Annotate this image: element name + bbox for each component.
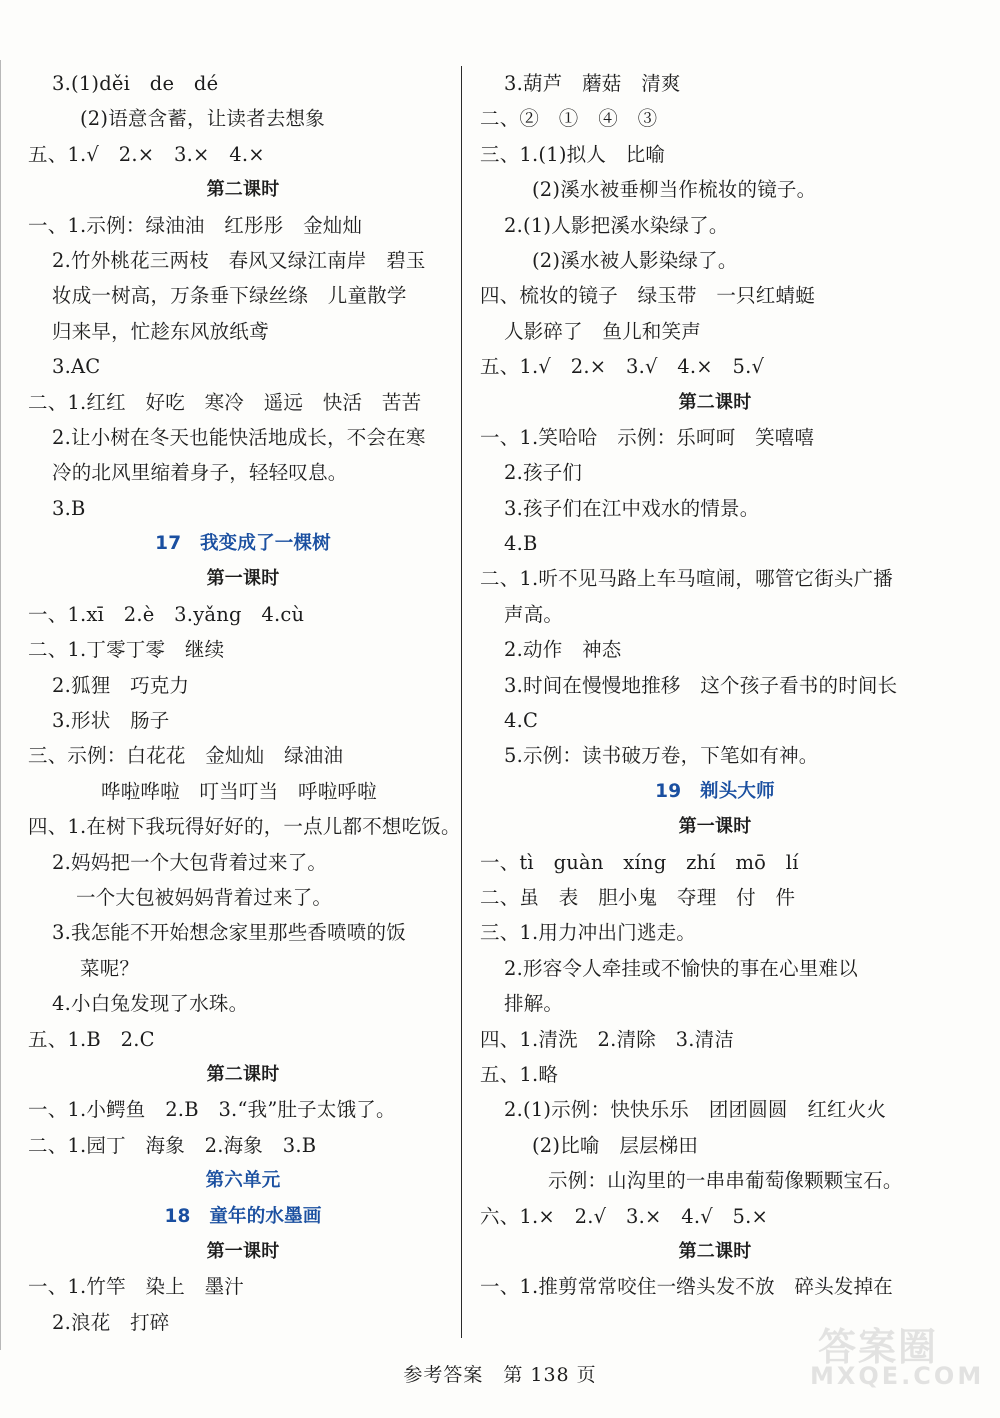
answer-line: 五、1.略 [480, 1062, 559, 1086]
answer-line: 一、1.笑哈哈 示例：乐呵呵 笑嘻嘻 [480, 425, 815, 449]
answer-line: 菜呢？ [80, 956, 140, 980]
answer-line: 冷的北风里缩着身子，轻轻叹息。 [52, 461, 348, 485]
answer-line: 3.我怎能不开始想念家里那些香喷喷的饭 [52, 921, 406, 945]
lesson-title: 18 童年的水墨画 [164, 1205, 322, 1227]
answer-line: 哗啦哗啦 叮当叮当 呼啦呼啦 [101, 779, 377, 803]
answer-line: 3.葫芦 蘑菇 清爽 [504, 72, 681, 95]
answer-line: 5.示例：读书破万卷，下笔如有神。 [504, 744, 819, 768]
answer-line: 一、1.xī 2.è 3.yǎng 4.cù [28, 602, 305, 626]
answer-line: 五、1.√ 2.× 3.√ 4.× 5.√ [480, 355, 765, 379]
answer-line: 声高。 [504, 602, 564, 626]
answer-line: 一、1.推剪常常咬住一绺头发不放 碎头发掉在 [480, 1275, 894, 1299]
answer-line: (2)比喻 层层梯田 [532, 1133, 699, 1157]
lesson-heading: 第一课时 [206, 568, 280, 590]
answer-line: 六、1.× 2.√ 3.× 4.√ 5.× [480, 1204, 769, 1228]
answer-line: 2.(1)人影把溪水染绿了。 [504, 213, 729, 237]
answer-line: 3.时间在慢慢地推移 这个孩子看书的时间长 [504, 673, 898, 697]
answer-line: (2)溪水被垂柳当作梳妆的镜子。 [532, 178, 817, 202]
answer-line: 三、1.(1)拟人 比喻 [480, 142, 666, 166]
answer-line: 示例：山沟里的一串串葡萄像颗颗宝石。 [548, 1169, 903, 1193]
answer-line: 2.竹外桃花三两枝 春风又绿江南岸 碧玉 [52, 248, 426, 272]
answer-line: 2.孩子们 [504, 461, 583, 485]
answer-line: 2.形容令人牵挂或不愉快的事在心里难以 [504, 956, 858, 980]
answer-line: 一、tì guàn xíng zhí mō lí [480, 850, 799, 874]
answer-line: 2.让小树在冬天也能快活地成长，不会在寒 [52, 425, 426, 449]
answer-line: (2)语意含蓄，让读者去想象 [80, 107, 325, 131]
answer-line: 二、虽 表 胆小鬼 夺理 付 件 [480, 885, 796, 909]
answer-line: 二、1.听不见马路上车马喧闹，哪管它街头广播 [480, 567, 894, 591]
answer-line: 五、1.B 2.C [28, 1027, 155, 1051]
answer-line: 3.(1)děi de dé [52, 72, 219, 95]
answer-line: 一个大包被妈妈背着过来了。 [76, 885, 333, 909]
left-column [28, 66, 461, 1340]
answer-line: 3.孩子们在江中戏水的情景。 [504, 496, 760, 520]
lesson-title: 19 剃头大师 [655, 780, 775, 802]
watermark-text: 答案圈 [818, 1325, 939, 1369]
answer-line: 4.B [504, 532, 538, 556]
answer-line: 四、1.清洗 2.清除 3.清洁 [480, 1027, 735, 1051]
answer-line: 归来早，忙趁东风放纸鸢 [52, 319, 269, 343]
lesson-heading: 第二课时 [678, 1240, 752, 1262]
page-footer: 参考答案 第 138 页 [403, 1364, 597, 1386]
answer-line: 二、② ① ④ ③ [480, 107, 658, 131]
lesson-heading: 第二课时 [206, 1063, 280, 1085]
answer-line: 二、1.丁零丁零 继续 [28, 638, 225, 662]
answer-line: 一、1.小鳄鱼 2.B 3.“我”肚子太饿了。 [28, 1098, 396, 1122]
watermark-url: MXQE.COM [810, 1362, 985, 1390]
answer-line: 五、1.√ 2.× 3.× 4.× [28, 142, 265, 166]
lesson-heading: 第二课时 [206, 179, 280, 201]
answer-line: 四、1.在树下我玩得好好的，一点儿都不想吃饭。 [28, 815, 461, 839]
answer-line: 一、1.示例：绿油油 红彤彤 金灿灿 [28, 213, 363, 237]
answer-line: 排解。 [504, 992, 564, 1016]
right-column [480, 66, 950, 1305]
answer-line: 二、1.园丁 海象 2.海象 3.B [28, 1133, 317, 1157]
answer-line: 2.(1)示例：快快乐乐 团团圆圆 红红火火 [504, 1098, 887, 1122]
answer-line: 4.C [504, 709, 539, 733]
watermark-logo [790, 1316, 990, 1396]
answer-line: 3.AC [52, 355, 101, 379]
lesson-heading: 第二课时 [678, 391, 752, 413]
answer-line: 2.狐狸 巧克力 [52, 673, 190, 697]
answer-line: 妆成一树高，万条垂下绿丝绦 儿童散学 [52, 284, 407, 308]
answer-line: 二、1.红红 好吃 寒冷 遥远 快活 苦苦 [28, 390, 422, 414]
answer-line: 三、1.用力冲出门逃走。 [480, 921, 697, 945]
answer-line: 3.B [52, 496, 86, 520]
column-divider [461, 66, 462, 1338]
answer-line: (2)溪水被人影染绿了。 [532, 248, 738, 272]
page-binding-edge [0, 60, 7, 1350]
answer-line: 一、1.竹竿 染上 墨汁 [28, 1275, 245, 1299]
answer-line: 2.动作 神态 [504, 638, 622, 662]
answer-line: 人影碎了 鱼儿和笑声 [504, 319, 702, 343]
answer-line: 4.小白兔发现了水珠。 [52, 992, 249, 1016]
answer-line: 四、梳妆的镜子 绿玉带 一只红蜻蜓 [480, 284, 815, 308]
answer-line: 三、示例：白花花 金灿灿 绿油油 [28, 744, 344, 768]
unit-title: 第六单元 [205, 1170, 281, 1192]
lesson-heading: 第一课时 [678, 816, 752, 838]
answer-line: 3.形状 肠子 [52, 709, 170, 733]
answer-line: 2.妈妈把一个大包背着过来了。 [52, 850, 328, 874]
lesson-heading: 第一课时 [206, 1240, 280, 1262]
answer-line: 2.浪花 打碎 [52, 1310, 170, 1334]
lesson-title: 17 我变成了一棵树 [155, 533, 331, 555]
